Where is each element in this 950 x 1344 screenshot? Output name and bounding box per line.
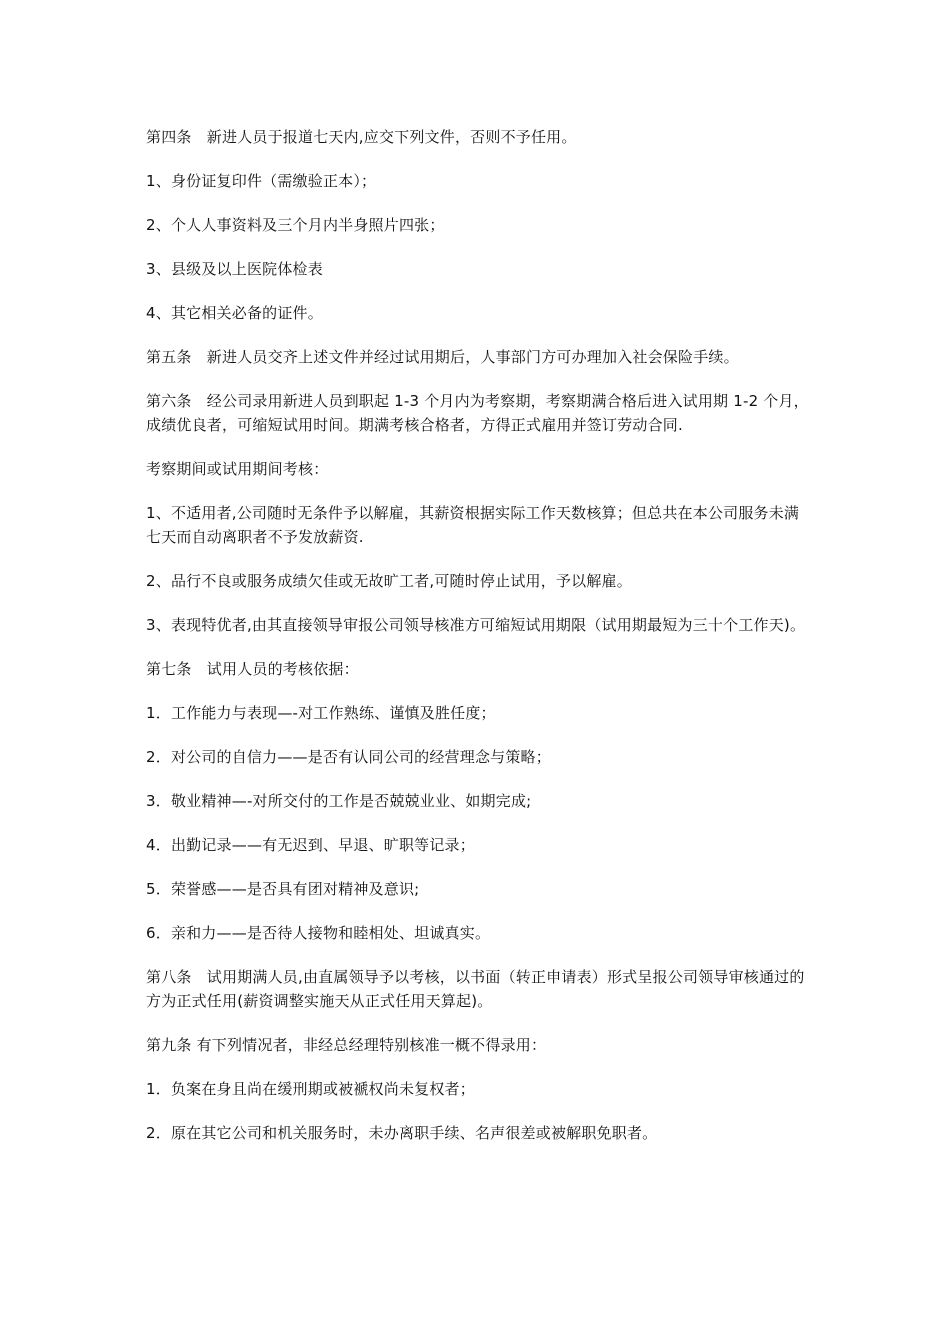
list-item: 5．荣誉感——是否具有团对精神及意识; (146, 880, 420, 898)
list-item: 2．对公司的自信力——是否有认同公司的经营理念与策略； (146, 748, 551, 766)
list-item: 4．出勤记录——有无迟到、早退、旷职等记录； (146, 836, 475, 854)
list-item: 3、县级及以上医院体检表 (146, 260, 323, 278)
list-item: 2．原在其它公司和机关服务时，未办离职手续、名声很差或被解职免职者。 (146, 1124, 658, 1142)
list-item: 2、品行不良或服务成绩欠佳或无故旷工者,可随时停止试用，予以解雇。 (146, 572, 632, 590)
list-item: 4、其它相关必备的证件。 (146, 304, 323, 322)
list-item: 1、不适用者,公司随时无条件予以解雇，其薪资根据实际工作天数核算；但总共在本公司服务未满七天而自动离职者不予发放薪资. (146, 504, 800, 546)
article-5-paragraph: 第五条 新进人员交齐上述文件并经过试用期后，人事部门方可办理加入社会保险手续。 (146, 348, 739, 366)
article-6-paragraph: 第六条 经公司录用新进人员到职起 1-3 个月内为考察期，考察期满合格后进入试用期 1-2 个月，成绩优良者，可缩短试用时间。期满考核合格者，方得正式雇用并签订劳动合同. (146, 392, 809, 434)
list-item: 1．工作能力与表现—-对工作熟练、谨慎及胜任度； (146, 704, 496, 722)
assessment-subheading: 考察期间或试用期间考核： (146, 460, 329, 478)
article-9-heading: 第九条 有下列情况者，非经总经理特别核准一概不得录用： (146, 1036, 547, 1054)
list-item: 3．敬业精神—-对所交付的工作是否兢兢业业、如期完成; (146, 792, 532, 810)
article-4-heading: 第四条 新进人员于报道七天内,应交下列文件，否则不予任用。 (146, 128, 577, 146)
list-item: 6．亲和力——是否待人接物和睦相处、坦诚真实。 (146, 924, 491, 942)
list-item: 1、身份证复印件（需缴验正本）； (146, 172, 377, 190)
list-item: 2、个人人事资料及三个月内半身照片四张； (146, 216, 445, 234)
list-item: 3、表现特优者,由其直接领导审报公司领导核准方可缩短试用期限（试用期最短为三十个工作天)。 (146, 616, 806, 634)
document-body (146, 125, 810, 1165)
article-8-paragraph: 第八条 试用期满人员,由直属领导予以考核，以书面（转正申请表）形式呈报公司领导审核通过的方为正式任用(薪资调整实施天从正式任用天算起)。 (146, 968, 805, 1010)
list-item: 1．负案在身且尚在缓刑期或被褫权尚未复权者； (146, 1080, 475, 1098)
article-7-heading: 第七条 试用人员的考核依据： (146, 660, 359, 678)
